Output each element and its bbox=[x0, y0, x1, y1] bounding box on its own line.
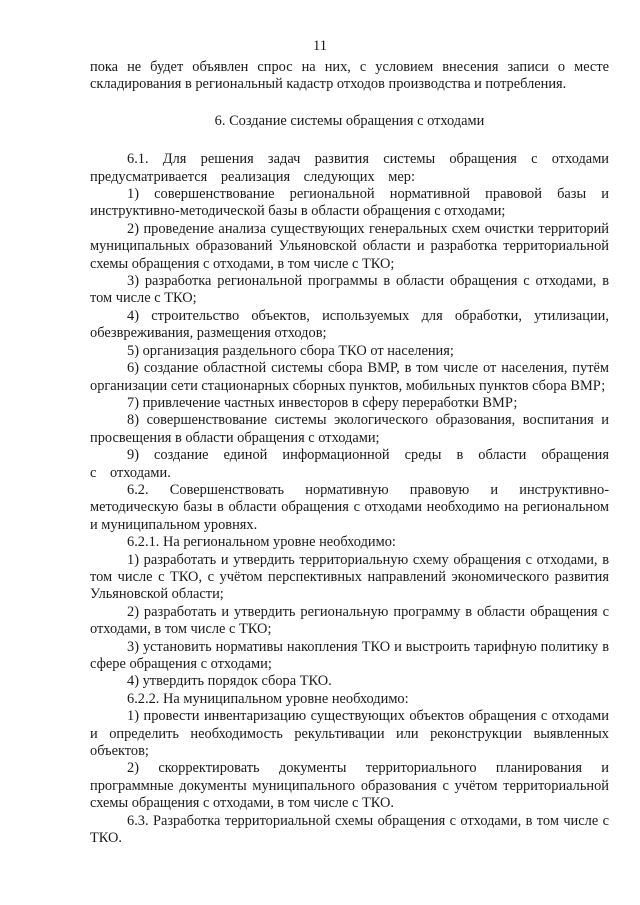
paragraph-6-3: 6.3. Разработка территориальной схемы обращения с отходами, в том числе с ТКО. bbox=[90, 812, 609, 847]
list-item-1: 1) совершенствование региональной нормативной правовой базы и инструктивно-методической базы в области обращения с отходами; bbox=[90, 186, 609, 220]
regional-item-3: 3) установить нормативы накопления ТКО и выстроить тарифную политику в сфере обращения с отходами; bbox=[90, 638, 609, 672]
regional-item-4: 4) утвердить порядок сбора ТКО. bbox=[127, 673, 332, 690]
list-item-7: 7) привлечение частных инвесторов в сферу переработки ВМР; bbox=[127, 394, 518, 411]
list-item-8: 8) совершенствование системы экологического образования, воспитания и просвещения в области обращения с отходами; bbox=[90, 412, 609, 446]
municipal-item-2: 2) скорректировать документы территориального планирования и программные документы муниципального образования с учётом территориальной схемы обращения с отходами, в том числе с ТКО. bbox=[90, 760, 609, 812]
paragraph-6-2-1: 6.2.1. На региональном уровне необходимо: bbox=[127, 534, 396, 551]
document-body bbox=[90, 59, 609, 847]
intro-paragraph: пока не будет объявлен спрос на них, с условием внесения записи о месте складирования в региональный кадастр отходов производства и потребления. bbox=[90, 59, 609, 93]
list-item-6: 6) создание областной системы сбора ВМР, в том числе от населения, путём организации сети стационарных сборных пунктов, мобильных пунктов сбора ВМР; bbox=[90, 360, 609, 394]
municipal-item-1: 1) провести инвентаризацию существующих объектов обращения с отходами и определить необходимость рекультивации или реконструкции выявленных объектов; bbox=[90, 708, 609, 760]
section-title: 6. Создание системы обращения с отходами bbox=[214, 112, 485, 129]
list-item-9: 9) создание единой информационной среды в области обращения с отходами. bbox=[90, 447, 609, 481]
paragraph-6-2: 6.2. Совершенствовать нормативную правовую и инструктивно-методическую базы в области обращения с отходами необходимо на региональном и муниципальном уровнях. bbox=[90, 481, 609, 533]
list-item-5: 5) организация раздельного сбора ТКО от населения; bbox=[127, 342, 454, 359]
paragraph-6-1: 6.1. Для решения задач развития системы обращения с отходами предусматривается реализация следующих мер: bbox=[90, 151, 609, 185]
regional-item-2: 2) разработать и утвердить региональную программу в области обращения с отходами, в том числе с ТКО; bbox=[90, 603, 609, 638]
list-item-2: 2) проведение анализа существующих генеральных схем очистки территорий муниципальных образований Ульяновской области и разработка территориальной схемы обращения с отходами, в том числе с ТКО; bbox=[90, 220, 609, 272]
page-number: 11 bbox=[313, 38, 327, 54]
paragraph-6-2-2: 6.2.2. На муниципальном уровне необходимо: bbox=[127, 690, 409, 707]
list-item-3: 3) разработка региональной программы в области обращения с отходами, в том числе с ТКО; bbox=[90, 273, 609, 307]
list-item-4: 4) строительство объектов, используемых для обработки, утилизации, обезвреживания, размещения отходов; bbox=[90, 307, 609, 342]
regional-item-1: 1) разработать и утвердить территориальную схему обращения с отходами, в том числе с ТКО, с учётом перспективных направлений экономического развития Ульяновской области; bbox=[90, 551, 609, 603]
